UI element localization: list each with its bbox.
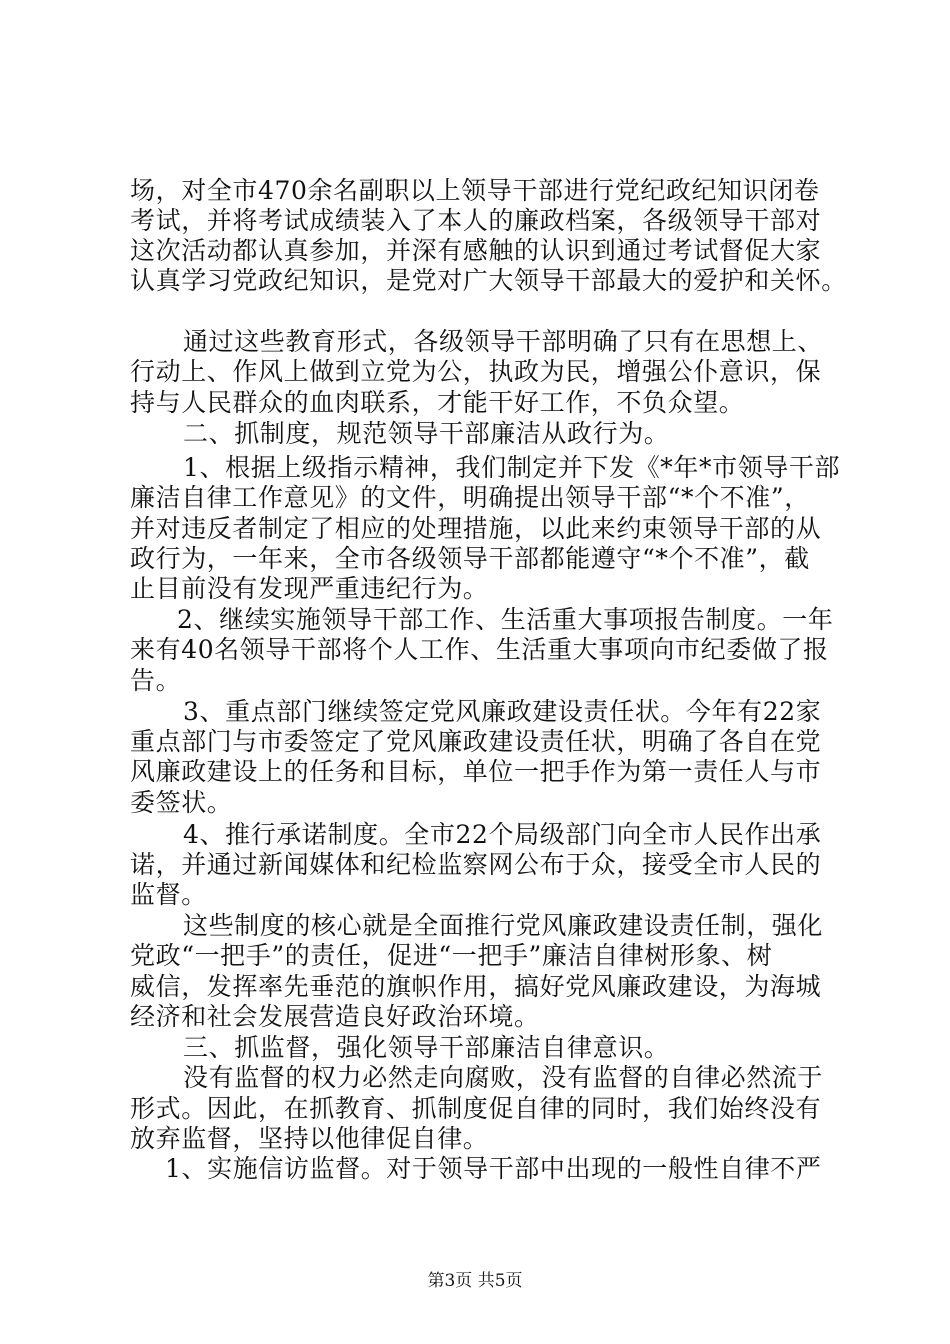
text-line: 通过这些教育形式，各级领导干部明确了只有在思想上、 (183, 327, 824, 356)
text-line: 2、继续实施领导干部工作、生活重大事项报告制度。一年 (177, 605, 834, 634)
text-line: 来有40名领导干部将个人工作、生活重大事项向市纪委做了报 (130, 635, 829, 664)
text-line: 行动上、作风上做到立党为公，执政为民，增强公仆意识，保 (130, 357, 822, 386)
text-line: 重点部门与市委签定了党风廉政建设责任状，明确了各自在党 (130, 727, 822, 756)
section-heading: 二、抓制度，规范领导干部廉洁从政行为。 (183, 419, 670, 448)
text-line: 这次活动都认真参加，并深有感触的认识到通过考试督促大家 (130, 236, 822, 265)
text-line: 风廉政建设上的任务和目标，单位一把手作为第一责任人与市 (130, 757, 822, 786)
text-line: 这些制度的核心就是全面推行党风廉政建设责任制，强化 (183, 911, 824, 940)
text-line: 政行为，一年来，全市各级领导干部都能遵守“*个不准”，截 (130, 544, 810, 573)
section-heading: 三、抓监督，强化领导干部廉洁自律意识。 (183, 1033, 670, 1062)
text-line: 威信，发挥率先垂范的旗帜作用，搞好党风廉政建设，为海城 (130, 972, 822, 1001)
text-line: 告。 (130, 666, 182, 695)
text-line: 止目前没有发现严重违纪行为。 (130, 574, 489, 603)
text-line: 1、实施信访监督。对于领导干部中出现的一般性自律不严 (165, 1154, 822, 1183)
text-line: 1、根据上级指示精神，我们制定并下发《*年*市领导干部 (183, 453, 841, 482)
text-line: 党政“一把手”的责任，促进“一把手”廉洁自律树形象、树 (130, 941, 773, 970)
text-line: 廉洁自律工作意见》的文件，明确提出领导干部“*个不准”， (130, 483, 810, 512)
text-line: 监督。 (130, 880, 207, 909)
text-line: 3、重点部门继续签定党风廉政建设责任状。今年有22家 (183, 697, 822, 726)
text-line: 形式。因此，在抓教育、抓制度促自律的同时，我们始终没有 (130, 1094, 822, 1123)
text-line: 放弃监督，坚持以他律促自律。 (130, 1124, 489, 1153)
text-line: 诺，并通过新闻媒体和纪检监察网公布于众，接受全市人民的 (130, 850, 822, 879)
text-line: 委签状。 (130, 788, 233, 817)
text-line: 认真学习党政纪知识，是党对广大领导干部最大的爱护和关怀。 (130, 266, 847, 295)
text-line: 考试，并将考试成绩装入了本人的廉政档案，各级领导干部对 (130, 206, 822, 235)
text-line: 经济和社会发展营造良好政治环境。 (130, 1002, 540, 1031)
text-line: 4、推行承诺制度。全市22个局级部门向全市人民作出承 (183, 820, 822, 849)
text-line: 场，对全市470余名副职以上领导干部进行党纪政纪知识闭卷 (130, 176, 820, 205)
text-line: 没有监督的权力必然走向腐败，没有监督的自律必然流于 (183, 1063, 824, 1092)
text-line: 并对违反者制定了相应的处理措施，以此来约束领导干部的从 (130, 514, 822, 543)
text-line: 持与人民群众的血肉联系，才能干好工作，不负众望。 (130, 388, 745, 417)
page-number: 第3页 共5页 (427, 1271, 523, 1291)
